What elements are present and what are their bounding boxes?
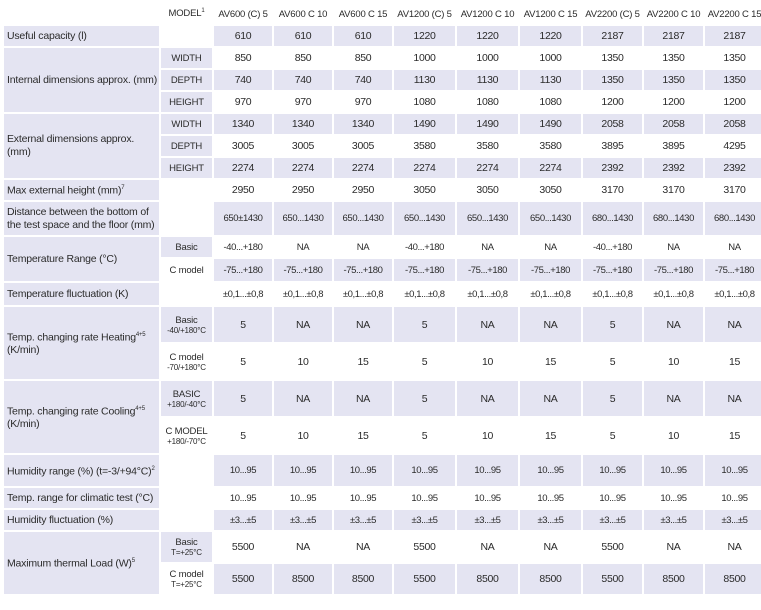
row-sublabel-text: Basic xyxy=(175,314,198,326)
value-cell: 5 xyxy=(583,344,642,379)
value-cell: 15 xyxy=(520,344,581,379)
value-cell: -40...+180 xyxy=(394,237,455,257)
value-cell: ±0,1...±0,8 xyxy=(214,283,272,305)
value-cell: 1350 xyxy=(705,48,761,68)
value-cell: 1080 xyxy=(520,92,581,112)
row-sublabel xyxy=(161,114,212,134)
value-cell: 5 xyxy=(583,381,642,416)
value-cell: 5 xyxy=(214,381,272,416)
value-cell: 10...95 xyxy=(457,488,518,508)
value-cell: NA xyxy=(334,307,392,342)
value-cell: 1200 xyxy=(583,92,642,112)
value-cell: 2274 xyxy=(457,158,518,178)
row-label xyxy=(4,202,159,235)
value-cell: 10...95 xyxy=(705,455,761,486)
value-cell: 15 xyxy=(334,418,392,453)
row-sublabel xyxy=(161,307,212,342)
value-cell: 2274 xyxy=(274,158,332,178)
value-cell: 10...95 xyxy=(520,488,581,508)
value-cell: NA xyxy=(457,532,518,562)
value-cell: NA xyxy=(334,237,392,257)
value-cell: 15 xyxy=(334,344,392,379)
value-cell: 10 xyxy=(644,418,703,453)
model-name: AV1200 C 10 xyxy=(457,4,518,24)
value-cell: 5 xyxy=(394,381,455,416)
value-cell: 10...95 xyxy=(583,488,642,508)
value-cell: 5 xyxy=(214,418,272,453)
value-cell: 1130 xyxy=(457,70,518,90)
value-cell: 680...1430 xyxy=(705,202,761,235)
row-sublabel-text: WIDTH xyxy=(171,52,202,64)
value-cell: 3005 xyxy=(334,136,392,156)
value-cell: 1490 xyxy=(457,114,518,134)
value-cell: ±3...±5 xyxy=(705,510,761,530)
value-cell: 3050 xyxy=(394,180,455,200)
row-sublabel-note: -70/+180°C xyxy=(167,362,206,372)
value-cell: 1000 xyxy=(520,48,581,68)
value-cell: 3005 xyxy=(274,136,332,156)
row-label-footnote: 2 xyxy=(151,465,155,472)
row-label xyxy=(4,455,159,486)
value-cell: 10...95 xyxy=(705,488,761,508)
value-cell: 1350 xyxy=(583,48,642,68)
row-label-text: Humidity fluctuation (%) xyxy=(7,513,114,526)
value-cell: 1340 xyxy=(274,114,332,134)
value-cell: ±3...±5 xyxy=(214,510,272,530)
table-row xyxy=(4,26,761,46)
value-cell: -40...+180 xyxy=(583,237,642,257)
value-cell: 970 xyxy=(334,92,392,112)
value-cell: 740 xyxy=(274,70,332,90)
table-row xyxy=(4,307,761,342)
value-cell: ±0,1...±0,8 xyxy=(334,283,392,305)
row-label-text: Temp. changing rate Cooling xyxy=(7,405,136,418)
value-cell: 650±1430 xyxy=(214,202,272,235)
value-cell: 1080 xyxy=(394,92,455,112)
value-cell: 2187 xyxy=(705,26,761,46)
row-label-text: Temp. range for climatic test (°C) xyxy=(7,491,154,504)
value-cell: ±3...±5 xyxy=(334,510,392,530)
row-sublabel xyxy=(161,455,212,486)
table-row xyxy=(4,488,761,508)
value-cell: -75...+180 xyxy=(705,259,761,281)
table-row xyxy=(4,510,761,530)
value-cell: 10...95 xyxy=(457,455,518,486)
value-cell: 2058 xyxy=(583,114,642,134)
value-cell: 1200 xyxy=(644,92,703,112)
row-label xyxy=(4,48,159,112)
value-cell: 1340 xyxy=(214,114,272,134)
value-cell: NA xyxy=(705,237,761,257)
value-cell: 610 xyxy=(214,26,272,46)
value-cell: -75...+180 xyxy=(394,259,455,281)
value-cell: ±0,1...±0,8 xyxy=(457,283,518,305)
row-sublabel-text: DEPTH xyxy=(170,140,203,152)
value-cell: ±0,1...±0,8 xyxy=(583,283,642,305)
value-cell: NA xyxy=(274,532,332,562)
value-cell: 5500 xyxy=(394,564,455,594)
model-name: AV2200 C 15 xyxy=(705,4,761,24)
value-cell: 1490 xyxy=(520,114,581,134)
value-cell: -75...+180 xyxy=(457,259,518,281)
value-cell: 10...95 xyxy=(583,455,642,486)
value-cell: 3050 xyxy=(520,180,581,200)
row-sublabel xyxy=(161,92,212,112)
value-cell: 15 xyxy=(705,418,761,453)
value-cell: 5500 xyxy=(583,532,642,562)
model-footnote: 1 xyxy=(201,8,205,15)
value-cell: ±0,1...±0,8 xyxy=(394,283,455,305)
value-cell: 1130 xyxy=(520,70,581,90)
value-cell: 740 xyxy=(214,70,272,90)
row-sublabel xyxy=(161,488,212,508)
value-cell: NA xyxy=(705,381,761,416)
row-sublabel xyxy=(161,26,212,46)
model-name: AV2200 C 10 xyxy=(644,4,703,24)
value-cell: 10...95 xyxy=(274,488,332,508)
table-row xyxy=(4,180,761,200)
value-cell: NA xyxy=(457,237,518,257)
value-cell: NA xyxy=(705,532,761,562)
value-cell: NA xyxy=(520,381,581,416)
row-sublabel xyxy=(161,381,212,416)
value-cell: 5 xyxy=(214,307,272,342)
value-cell: 3580 xyxy=(457,136,518,156)
row-sublabel xyxy=(161,564,212,594)
value-cell: 1340 xyxy=(334,114,392,134)
row-label-text: Maximum thermal Load (W) xyxy=(7,557,132,570)
value-cell: 2058 xyxy=(644,114,703,134)
value-cell: 5 xyxy=(394,418,455,453)
row-label xyxy=(4,26,159,46)
row-label-unit: (K/min) xyxy=(7,344,40,357)
value-cell: ±3...±5 xyxy=(644,510,703,530)
row-sublabel-text: HEIGHT xyxy=(169,96,204,108)
row-sublabel-note: T=+25°C xyxy=(171,580,202,589)
value-cell: ±3...±5 xyxy=(583,510,642,530)
row-label-text: Temp. changing rate Heating xyxy=(7,331,136,344)
value-cell: 10 xyxy=(457,418,518,453)
value-cell: 2950 xyxy=(214,180,272,200)
model-name: AV600 C 15 xyxy=(334,4,392,24)
row-label-text: Max external height (mm) xyxy=(7,184,122,197)
value-cell: 1220 xyxy=(394,26,455,46)
value-cell: 2392 xyxy=(583,158,642,178)
value-cell: NA xyxy=(644,381,703,416)
value-cell: ±3...±5 xyxy=(394,510,455,530)
row-sublabel-text: C model xyxy=(169,351,204,363)
value-cell: NA xyxy=(644,307,703,342)
value-cell: 10...95 xyxy=(214,488,272,508)
row-label xyxy=(4,488,159,508)
value-cell: 10...95 xyxy=(394,455,455,486)
value-cell: 8500 xyxy=(520,564,581,594)
row-sublabel xyxy=(161,510,212,530)
row-sublabel-text: Basic xyxy=(175,537,198,548)
value-cell: 10...95 xyxy=(644,488,703,508)
row-label-text: Temperature fluctuation (K) xyxy=(7,287,129,300)
value-cell: NA xyxy=(274,237,332,257)
value-cell: -75...+180 xyxy=(644,259,703,281)
value-cell: 10...95 xyxy=(334,455,392,486)
value-cell: 3050 xyxy=(457,180,518,200)
value-cell: 650...1430 xyxy=(274,202,332,235)
value-cell: NA xyxy=(520,532,581,562)
value-cell: 2392 xyxy=(644,158,703,178)
row-sublabel xyxy=(161,532,212,562)
value-cell: 1350 xyxy=(583,70,642,90)
value-cell: 1220 xyxy=(457,26,518,46)
value-cell: NA xyxy=(334,532,392,562)
value-cell: 1000 xyxy=(394,48,455,68)
row-label-unit: (K/min) xyxy=(7,418,40,431)
row-label xyxy=(4,237,159,281)
value-cell: 10...95 xyxy=(334,488,392,508)
value-cell: 3580 xyxy=(394,136,455,156)
value-cell: 8500 xyxy=(705,564,761,594)
row-sublabel xyxy=(161,237,212,257)
row-sublabel xyxy=(161,283,212,305)
value-cell: 5 xyxy=(583,418,642,453)
value-cell: 1000 xyxy=(457,48,518,68)
row-sublabel xyxy=(161,158,212,178)
table-row xyxy=(4,283,761,305)
table-row xyxy=(4,381,761,416)
row-sublabel-text: Basic xyxy=(175,241,198,253)
value-cell: 680...1430 xyxy=(583,202,642,235)
row-sublabel-text: WIDTH xyxy=(171,118,202,130)
row-sublabel-text: C model xyxy=(169,264,204,276)
table-row xyxy=(4,202,761,235)
table-row xyxy=(4,237,761,257)
value-cell: ±0,1...±0,8 xyxy=(274,283,332,305)
value-cell: 1130 xyxy=(394,70,455,90)
row-sublabel xyxy=(161,136,212,156)
value-cell: NA xyxy=(644,237,703,257)
value-cell: 3170 xyxy=(705,180,761,200)
value-cell: 1080 xyxy=(457,92,518,112)
model-name: AV600 C 10 xyxy=(274,4,332,24)
row-label-footnote: 4+5 xyxy=(135,405,145,412)
value-cell: 5 xyxy=(583,307,642,342)
value-cell: 5500 xyxy=(583,564,642,594)
value-cell: 10...95 xyxy=(274,455,332,486)
value-cell: 3170 xyxy=(583,180,642,200)
value-cell: 5500 xyxy=(214,564,272,594)
table-row xyxy=(4,48,761,68)
value-cell: 1350 xyxy=(705,70,761,90)
value-cell: 850 xyxy=(274,48,332,68)
value-cell: 1200 xyxy=(705,92,761,112)
value-cell: 2950 xyxy=(274,180,332,200)
value-cell: 2058 xyxy=(705,114,761,134)
row-sublabel-text: HEIGHT xyxy=(169,162,204,174)
row-label xyxy=(4,381,159,453)
value-cell: NA xyxy=(644,532,703,562)
table-row xyxy=(4,455,761,486)
value-cell: 1350 xyxy=(644,70,703,90)
value-cell: -75...+180 xyxy=(520,259,581,281)
value-cell: -75...+180 xyxy=(274,259,332,281)
row-sublabel-note: -40/+180°C xyxy=(167,325,206,335)
value-cell: 4295 xyxy=(705,136,761,156)
row-label xyxy=(4,180,159,200)
row-sublabel xyxy=(161,48,212,68)
value-cell: ±3...±5 xyxy=(457,510,518,530)
value-cell: 10...95 xyxy=(394,488,455,508)
value-cell: 10...95 xyxy=(644,455,703,486)
row-sublabel-text: C MODEL xyxy=(165,425,208,437)
value-cell: 5 xyxy=(214,344,272,379)
row-sublabel xyxy=(161,259,212,281)
value-cell: 2187 xyxy=(644,26,703,46)
value-cell: -75...+180 xyxy=(583,259,642,281)
value-cell: 650...1430 xyxy=(457,202,518,235)
row-label xyxy=(4,532,159,594)
model-name: AV1200 C 15 xyxy=(520,4,581,24)
row-sublabel xyxy=(161,418,212,453)
model-header xyxy=(161,4,212,24)
value-cell: 8500 xyxy=(334,564,392,594)
value-cell: 5 xyxy=(394,344,455,379)
table-row xyxy=(4,114,761,134)
value-cell: 850 xyxy=(214,48,272,68)
row-sublabel-text: DEPTH xyxy=(170,74,203,86)
value-cell: 10 xyxy=(457,344,518,379)
value-cell: 2392 xyxy=(705,158,761,178)
value-cell: 2187 xyxy=(583,26,642,46)
value-cell: 2274 xyxy=(334,158,392,178)
model-name: AV2200 (C) 5 xyxy=(583,4,642,24)
value-cell: NA xyxy=(457,307,518,342)
value-cell: 5 xyxy=(394,307,455,342)
value-cell: 610 xyxy=(334,26,392,46)
value-cell: 1220 xyxy=(520,26,581,46)
model-name: AV600 (C) 5 xyxy=(214,4,272,24)
value-cell: 970 xyxy=(214,92,272,112)
value-cell: 10 xyxy=(274,344,332,379)
value-cell: 15 xyxy=(520,418,581,453)
value-cell: NA xyxy=(334,381,392,416)
specifications-body xyxy=(4,26,761,594)
row-label-footnote: 5 xyxy=(131,558,135,565)
row-sublabel xyxy=(161,344,212,379)
value-cell: NA xyxy=(520,307,581,342)
row-sublabel-note: +180/-40°C xyxy=(167,399,206,409)
row-label-text: Temperature Range (°C) xyxy=(7,252,118,265)
value-cell: 5500 xyxy=(214,532,272,562)
table-row xyxy=(4,532,761,562)
value-cell: NA xyxy=(274,307,332,342)
row-label xyxy=(4,283,159,305)
value-cell: -75...+180 xyxy=(334,259,392,281)
row-label-text: Humidity range (%) (t=-3/+94°C) xyxy=(7,465,152,478)
value-cell: NA xyxy=(705,307,761,342)
row-label-text: Distance between the bottom of the test space and the floor (mm) xyxy=(7,205,155,231)
value-cell: 850 xyxy=(334,48,392,68)
value-cell: 3895 xyxy=(644,136,703,156)
value-cell: 1490 xyxy=(394,114,455,134)
row-sublabel xyxy=(161,202,212,235)
value-cell: 10 xyxy=(274,418,332,453)
model-label: MODEL xyxy=(168,8,202,20)
row-label xyxy=(4,114,159,178)
value-cell: 3895 xyxy=(583,136,642,156)
value-cell: ±0,1...±0,8 xyxy=(520,283,581,305)
row-label-footnote: 7 xyxy=(121,185,125,192)
value-cell: 2274 xyxy=(394,158,455,178)
row-sublabel-text: BASIC xyxy=(172,388,201,400)
row-label xyxy=(4,510,159,530)
value-cell: 3170 xyxy=(644,180,703,200)
value-cell: 8500 xyxy=(457,564,518,594)
row-label-text: External dimensions approx. (mm) xyxy=(7,133,135,158)
value-cell: 8500 xyxy=(274,564,332,594)
value-cell: -40...+180 xyxy=(214,237,272,257)
value-cell: 15 xyxy=(705,344,761,379)
value-cell: -75...+180 xyxy=(214,259,272,281)
value-cell: 5500 xyxy=(394,532,455,562)
value-cell: 2274 xyxy=(520,158,581,178)
value-cell: 740 xyxy=(334,70,392,90)
value-cell: 2950 xyxy=(334,180,392,200)
row-sublabel xyxy=(161,70,212,90)
value-cell: ±0,1...±0,8 xyxy=(705,283,761,305)
value-cell: 3005 xyxy=(214,136,272,156)
header-row xyxy=(4,4,761,24)
value-cell: 1350 xyxy=(644,48,703,68)
value-cell: 2274 xyxy=(214,158,272,178)
value-cell: 8500 xyxy=(644,564,703,594)
row-sublabel xyxy=(161,180,212,200)
value-cell: 3580 xyxy=(520,136,581,156)
value-cell: ±3...±5 xyxy=(274,510,332,530)
value-cell: 970 xyxy=(274,92,332,112)
value-cell: ±0,1...±0,8 xyxy=(644,283,703,305)
row-label xyxy=(4,307,159,379)
row-sublabel-note: T=+25°C xyxy=(171,548,202,557)
row-label-text: Internal dimensions approx. (mm) xyxy=(7,73,157,86)
row-sublabel-text: C model xyxy=(169,569,204,580)
model-name: AV1200 (C) 5 xyxy=(394,4,455,24)
value-cell: NA xyxy=(457,381,518,416)
value-cell: 650...1430 xyxy=(334,202,392,235)
value-cell: 10...95 xyxy=(214,455,272,486)
value-cell: 10 xyxy=(644,344,703,379)
row-label-footnote: 4+5 xyxy=(135,331,146,338)
value-cell: NA xyxy=(274,381,332,416)
specifications-table xyxy=(2,2,761,596)
row-sublabel-note: +180/-70°C xyxy=(167,436,206,446)
value-cell: 10...95 xyxy=(520,455,581,486)
value-cell: NA xyxy=(520,237,581,257)
value-cell: 610 xyxy=(274,26,332,46)
row-label-text: Useful capacity (l) xyxy=(7,29,87,42)
value-cell: 650...1430 xyxy=(520,202,581,235)
header-blank-cell xyxy=(4,4,159,24)
value-cell: 680...1430 xyxy=(644,202,703,235)
value-cell: 650...1430 xyxy=(394,202,455,235)
value-cell: ±3...±5 xyxy=(520,510,581,530)
